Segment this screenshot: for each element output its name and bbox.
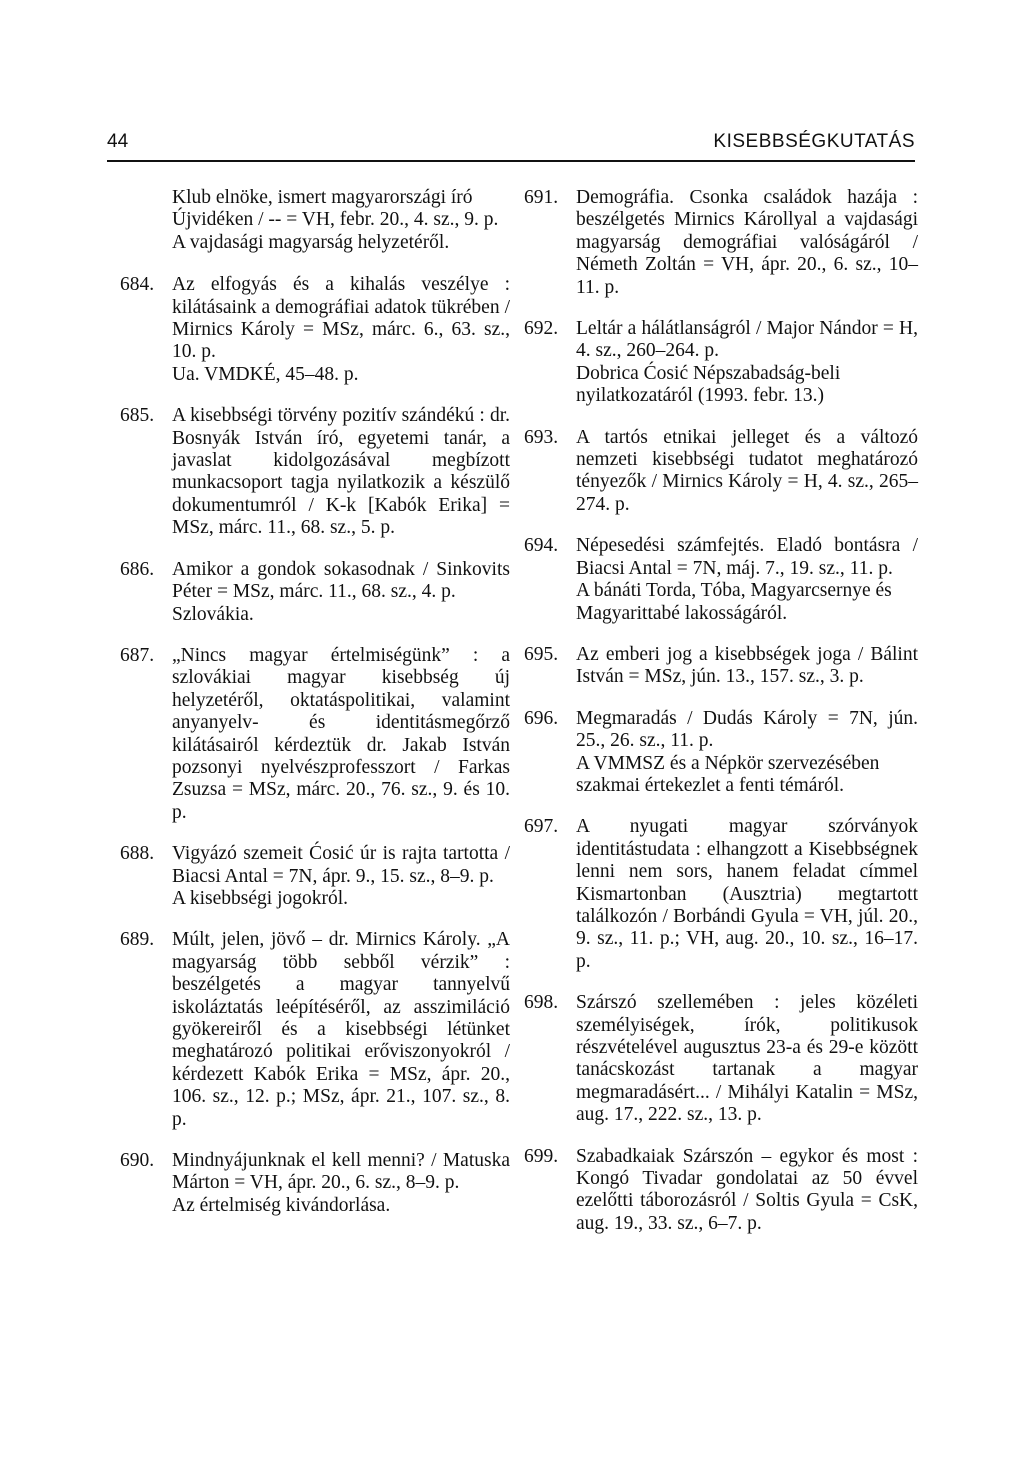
entry-number: 685. xyxy=(120,405,155,427)
entry-text: Népesedési számfejtés. Eladó bontásra / Biacsi Antal = 7N, máj. 7., 19. sz., 11. p. xyxy=(576,535,918,579)
entry-note: A kisebbségi jogokról. xyxy=(172,887,349,909)
bib-entry-686 xyxy=(120,559,510,626)
bib-entry-692 xyxy=(524,318,918,408)
entry-text: Az elfogyás és a kihalás veszélye : kilátásaink a demográfiai adatok tükrében / Mirnics Károly = MSz, márc. 6., 63. sz., 10. p. xyxy=(172,274,510,363)
entry-text: Amikor a gondok sokasodnak / Sinkovits Péter = MSz, márc. 11., 68. sz., 4. p. xyxy=(172,558,510,603)
bib-entry-697 xyxy=(524,816,918,973)
entry-number: 689. xyxy=(120,929,155,951)
entry-number: 694. xyxy=(524,535,559,557)
left-column xyxy=(120,187,510,1236)
entry-number: 699. xyxy=(524,1145,559,1167)
bib-entry-690 xyxy=(120,1150,510,1217)
entry-note: A bánáti Torda, Tóba, Magyarcsernye és Magyarittabé lakosságáról. xyxy=(576,580,892,624)
bib-entry-687 xyxy=(120,645,510,824)
entry-text: Demográfia. Csonka családok hazája : beszélgetés Mirnics Károllyal a vajdasági magyarság demográfiai valóságáról / Németh Zoltán = VH, ápr. 20., 6. sz., 10–11. p. xyxy=(576,187,918,298)
entry-number: 691. xyxy=(524,187,559,208)
entry-text: Múlt, jelen, jövő – dr. Mirnics Károly. „A magyarság több sebből vérzik” : beszélgetés a magyar tannyelvű iskoláztatás leépítéséről, az asszimiláció gyökereiről és a kisebbségi létünket meghatározó politikai erőviszonyokról / kérdezett Kabók Erika = MSz, ápr. 20., 106. sz., 12. p.; MSz, ápr. 21., 107. sz., 8. p. xyxy=(172,929,510,1130)
entry-text: Mindnyájunknak el kell menni? / Matuska Márton = VH, ápr. 20., 6. sz., 8–9. p. xyxy=(172,1150,510,1194)
entry-note: Ua. VMDKÉ, 45–48. p. xyxy=(172,363,359,385)
entry-number: 686. xyxy=(120,558,155,580)
bib-entry-688 xyxy=(120,843,510,910)
header-rule xyxy=(107,160,915,162)
entry-text: A tartós etnikai jelleget és a változó nemzeti kisebbségi tudatot meghatározó tényezők / Mirnics Károly = H, 4. sz., 265–274. p. xyxy=(576,426,918,515)
entry-number: 684. xyxy=(120,274,155,296)
entry-number: 695. xyxy=(524,643,559,665)
entry-note: A vajdasági magyarság helyzetéről. xyxy=(172,231,450,253)
bib-entry-698 xyxy=(524,992,918,1126)
bib-entry-696 xyxy=(524,708,918,798)
entry-note: A VMMSZ és a Népkör szervezésében szakmai értekezlet a fenti témáról. xyxy=(576,752,880,796)
entry-note: Az értelmiség kivándorlása. xyxy=(172,1194,391,1216)
entry-number: 693. xyxy=(524,426,559,448)
running-title: KISEBBSÉGKUTATÁS xyxy=(713,131,915,152)
entry-text: Leltár a hálátlanságról / Major Nándor = H, 4. sz., 260–264. p. xyxy=(576,318,918,362)
entry-number: 692. xyxy=(524,318,559,340)
bib-entry-693 xyxy=(524,427,918,517)
entry-number: 697. xyxy=(524,816,559,838)
entry-number: 687. xyxy=(120,644,155,666)
entry-text: A kisebbségi törvény pozitív szándékú : dr. Bosnyák István író, egyetemi tanár, a javaslat kidolgozásával megbízott munkacsoport tagja nyilatkozik a készülő dokumentumról / K-k [Kabók Erika] = MSz, márc. 11., 68. sz., 5. p. xyxy=(172,405,510,539)
entry-number: 688. xyxy=(120,843,155,865)
entry-note: Szlovákia. xyxy=(172,603,254,625)
entry-text: Az emberi jog a kisebbségek joga / Bálint István = MSz, jún. 13., 157. sz., 3. p. xyxy=(576,643,918,688)
bib-entry-684 xyxy=(120,274,510,386)
bib-entry-691 xyxy=(524,187,918,299)
entry-text: Megmaradás / Dudás Károly = 7N, jún. 25., 26. sz., 11. p. xyxy=(576,707,918,752)
bib-entry-699 xyxy=(524,1146,918,1236)
entry-number: 690. xyxy=(120,1150,155,1172)
entry-text: Szárszó szellemében : jeles közéleti személyiségek, írók, politikusok részvételével augusztus 23-a és 29-e között tanácskozást tartanak a magyar megmaradásért... / Mihályi Katalin = MSz, aug. 17., 222. sz., 13. p. xyxy=(576,992,918,1126)
page-number: 44 xyxy=(107,131,129,152)
entry-text: Vigyázó szemeit Ćosić úr is rajta tartotta / Biacsi Antal = 7N, ápr. 9., 15. sz., 8–9. p. xyxy=(172,843,510,887)
entry-text: Szabadkaiak Szárszón – egykor és most : Kongó Tivadar gondolatai az 50 évvel ezelőtti táborozásról / Soltis Gyula = CsK, aug. 19., 33. sz., 6–7. p. xyxy=(576,1145,918,1234)
page-header xyxy=(107,131,915,157)
entry-text: A nyugati magyar szórványok identitástudata : elhangzott a Kisebbségnek lenni nem sors, hanem feladat címmel Kismartonban (Ausztria) megtartott találkozón / Borbándi Gyula = VH, júl. 20., 9. sz., 11. p.; VH, aug. 20., 10. sz., 16–17. p. xyxy=(576,816,918,972)
entry-number: 698. xyxy=(524,992,559,1014)
entry-text: Klub elnöke, ismert magyarországi író Újvidéken / -- = VH, febr. 20., 4. sz., 9. p. xyxy=(172,187,499,231)
entry-text: „Nincs magyar értelmiségünk” : a szlovákiai magyar kisebbség új helyzetéről, oktatáspolitikai, valamint anyanyelv- és identitásmegőrző kilátásairól kérdeztük dr. Jakab István pozsonyi nyelvészprofesszort / Farkas Zsuzsa = MSz, márc. 20., 76. sz., 9. és 10. p. xyxy=(172,644,510,823)
bib-entry-695 xyxy=(524,644,918,689)
right-column xyxy=(524,187,918,1254)
bib-entry-685 xyxy=(120,405,510,539)
entry-number: 696. xyxy=(524,707,559,729)
bib-entry-689 xyxy=(120,929,510,1131)
continuation-entry xyxy=(120,187,510,254)
bib-entry-694 xyxy=(524,535,918,625)
entry-note: Dobrica Ćosić Népszabadság-beli nyilatkozatáról (1993. febr. 13.) xyxy=(576,362,841,407)
